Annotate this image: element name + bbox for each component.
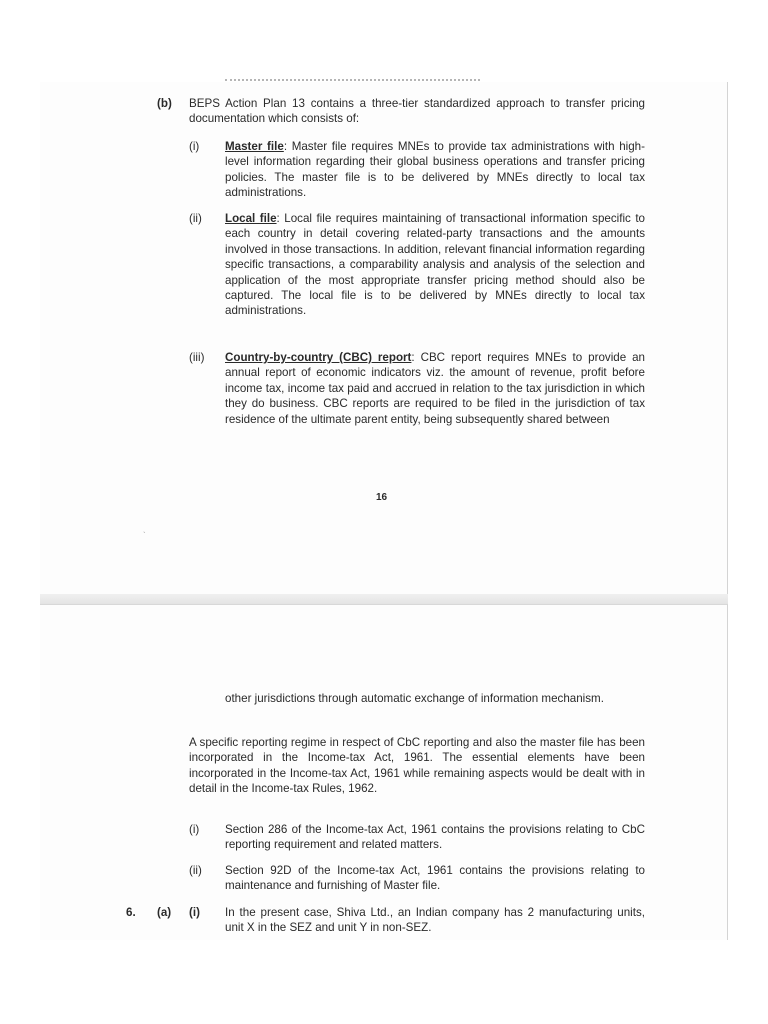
continuation-text: other jurisdictions through automatic exchange of information mechanism. [225, 692, 604, 705]
question-subpart: (i) [189, 906, 200, 919]
local-file-text: : Local file requires maintaining of transactional information specific to each country in detail covering related-party transactions and the amounts involved in those transactions. In addition, relevant financial information regarding specific transactions, a comparability analysis and analysis of the selection and application of the most appropriate transfer pricing method should also be captured. The local file is to be delivered by MNEs directly to local tax administrations. [225, 212, 645, 318]
question-part: (a) [157, 906, 172, 919]
item-ii-marker: (ii) [189, 212, 202, 225]
section-item-i-marker: (i) [189, 823, 200, 836]
question-text: In the present case, Shiva Ltd., an Indian company has 2 manufacturing units, unit X in the SEZ and unit Y in non-SEZ. [225, 906, 645, 935]
section-92d-text: Section 92D of the Income-tax Act, 1961 contains the provisions relating to maintenance and furnishing of Master file. [225, 864, 645, 893]
reporting-regime-paragraph: A specific reporting regime in respect of CbC reporting and also the master file has been incorporated in the Income-tax Act, 1961. The essential elements have been incorporated in the Income-tax Act, 1961 while remaining aspects would be dealt with in detail in the Income-tax Rules, 1962. [189, 736, 645, 796]
section-item-ii-marker: (ii) [189, 864, 202, 877]
page-number: 16 [376, 492, 388, 503]
margin-mark: ` [143, 531, 146, 540]
item-i-marker: (i) [189, 140, 200, 153]
cbc-report-heading: Country-by-country (CBC) report [225, 351, 412, 364]
cbc-report-text: : CBC report requires MNEs to provide an annual report of economic indicators viz. the amount of revenue, profit before income tax, income tax paid and accrued in relation to the tax jurisdiction in which they do business. CBC reports are required to be filed in the jurisdiction of tax residence of the ultimate parent entity, being subsequently shared between [225, 351, 645, 426]
master-file-heading: Master file [225, 140, 284, 153]
master-file-text: : Master file requires MNEs to provide tax administrations with high-level information regarding their global business operations and transfer pricing policies. The master file is to be delivered by MNEs directly to local tax administrations. [225, 140, 645, 200]
page-gutter [40, 594, 728, 604]
section-b-intro: BEPS Action Plan 13 contains a three-tier standardized approach to transfer pricing documentation which consists of: [189, 97, 645, 126]
section-286-text: Section 286 of the Income-tax Act, 1961 contains the provisions relating to CbC reporting requirement and related matters. [225, 823, 645, 852]
local-file-heading: Local file [225, 212, 277, 225]
cbc-report-paragraph [225, 350, 645, 427]
section-b-marker: (b) [157, 97, 172, 110]
local-file-paragraph [225, 211, 645, 319]
item-iii-marker: (iii) [189, 351, 205, 364]
question-number: 6. [126, 906, 136, 919]
master-file-paragraph [225, 139, 645, 201]
